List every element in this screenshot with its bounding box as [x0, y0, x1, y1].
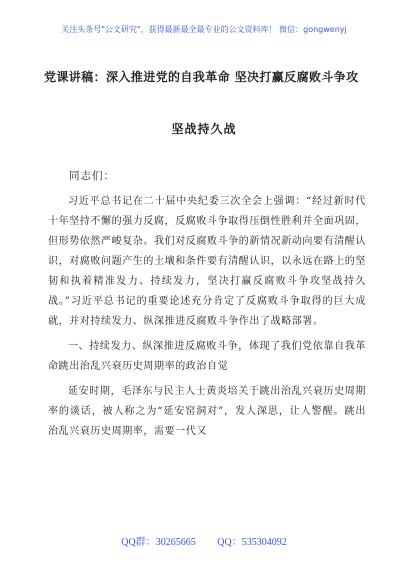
salutation: 同志们：	[69, 170, 115, 182]
document-title: 党课讲稿：深入推进党的自我革命 坚决打赢反腐败斗争攻	[44, 70, 359, 84]
header-banner: 关注头条号"公文研究"，获得最新最全最专业的公文资料库！ 微信：gongwenyj	[61, 25, 347, 34]
qq-number: QQ：535304092	[217, 537, 287, 548]
document-title-continued: 坚战持久战	[171, 122, 237, 136]
paragraph: 习近平总书记在二十届中央纪委三次全会上强调：“经过新时代十年坚持不懈的强力反腐，反腐败斗争取得压倒性胜利并全面巩固，但形势依然严峻复杂。我们对反腐败斗争的新情况新动向要有清醒认识，对腐败问题产生的土壤和条件要有清醒认识，以永远在路上的坚韧和执着精准发力、持续发力，坚决打赢反腐败斗争攻坚战持久战。”习近平总书记的重要论述充分肯定了反腐败斗争取得的巨大成就，并对持续发力、纵深推进反腐败斗争作出了战略部署。	[48, 196, 366, 327]
section-heading: 一、持续发力、纵深推进反腐败斗争，体现了我们党依靠自我革命跳出治乱兴衰历史周期率的政治自觉	[48, 341, 366, 372]
qq-group: QQ群：30265665	[121, 537, 196, 548]
paragraph: 延安时期，毛泽东与民主人士黄炎培关于跳出治乱兴衰历史周期率的谈话，被人称之为“延安窑洞对”，发人深思，让人警醒。跳出治乱兴衰历史周期率，需要一代又	[48, 386, 366, 437]
document-body	[48, 192, 366, 442]
footer-contacts	[0, 533, 408, 548]
